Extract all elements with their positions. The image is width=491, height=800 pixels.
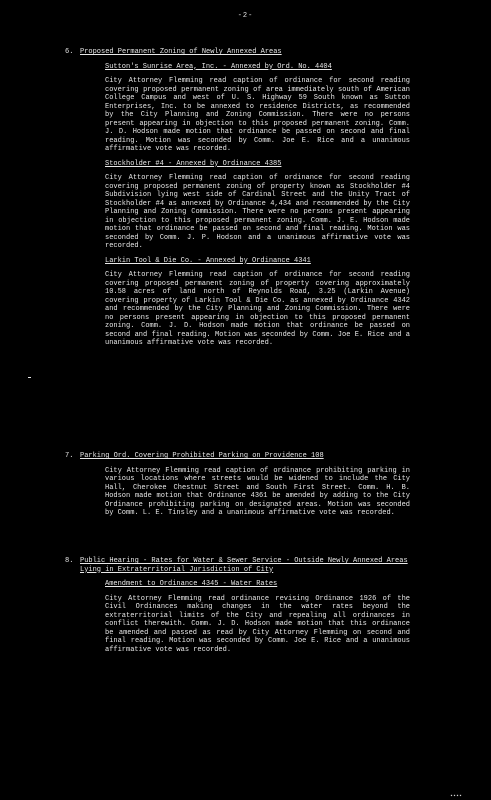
section-8 <box>65 557 410 659</box>
section-heading: Parking Ord. Covering Prohibited Parking on Providence 108 <box>80 452 324 460</box>
subsection-title: Stockholder #4 - Annexed by Ordinance 4385 <box>105 159 282 168</box>
section-number: 8. <box>65 557 74 565</box>
section-number: 6. <box>65 48 74 56</box>
margin-mark <box>28 377 31 378</box>
section-heading: Public Hearing - Rates for Water & Sewer Service - Outside Newly Annexed Areas Lying in Extraterritorial Jurisdiction of City <box>80 557 408 574</box>
page-number: -2- <box>237 12 254 20</box>
subsection-body: City Attorney Flemming read caption of ordinance for second reading covering proposed permanent zoning of area immediately south of American College Campus and west of U. S. Highway 59 South known as Sutton Enterprises, Inc. to be annexed to residence Districts, as recommended by the City Planning and Zoning Commission. There were no persons present appearing in objection to this proposed permanent zoning. Comm. J. D. Hodson made motion that ordinance be passed on second and final reading. Motion was seconded by Comm. Joe E. Rice and a unanimous affirmative vote was recorded. <box>105 77 410 153</box>
subsection-body: City Attorney Flemming read caption of ordinance for second reading covering proposed permanent zoning of property known as Stockholder #4 Subdivision lying west side of Cardinal Street and the Unity Tract of Stockholder #4 as annexed by Ordinance 4,434 and recommended by the City Planning and Zoning Commission. There were no persons present appearing in objection to this proposed permanent zoning. Comm. J. E. Hodson made motion that ordinance be passed on second and final reading. Motion was seconded by Comm. J. P. Hodson and a unanimous affirmative vote was recorded. <box>105 174 410 250</box>
subsection-body: City Attorney Flemming read caption of ordinance for second reading covering proposed permanent zoning of property covering approximately 10.58 acres of land north of Reynolds Road, 3.25 (Larkin Avenue) covering property of Larkin Tool & Die Co. as annexed by Ordinance 4342 and recommended by the City Planning and Zoning Commission. There were no persons present appearing in objection to this proposed permanent zoning. Comm. J. D. Hodson made motion that ordinance be passed on second and final reading. Motion was seconded by Comm. Joe E. Rice and a unanimous affirmative vote was recorded. <box>105 271 410 347</box>
subsection-title: Sutton's Sunrise Area, Inc. - Annexed by Ord. No. 4404 <box>105 62 332 71</box>
subsection-body: City Attorney Flemming read ordinance revising Ordinance 1926 of the Civil Ordinances making changes in the water rates beyond the extraterritorial limits of the City and repealing all ordinances in conflict therewith. Comm. J. D. Hodson made motion that this ordinance be amended and passed as read by City Attorney Flemming on second and final reading. Motion was seconded by Comm. Joe E. Rice and a unanimous affirmative vote was recorded. <box>105 594 410 654</box>
section-6 <box>65 48 410 353</box>
scan-corner-mark: ▪▪▪▪ <box>450 793 463 799</box>
section-heading: Proposed Permanent Zoning of Newly Annexed Areas <box>80 48 282 56</box>
section-7 <box>65 452 410 523</box>
section-body: City Attorney Flemming read caption of ordinance prohibiting parking in various locations where streets would be widened to include the City Hall, Cherokee Chestnut Street and South First Street. Comm. H. B. Hodson made motion that Ordinance 4361 be amended by adding to the City Ordinance prohibiting parking on designated areas. Motion was seconded by Comm. L. E. Tinsley and a unanimous affirmative vote was recorded. <box>105 466 410 517</box>
subsection-title: Amendment to Ordinance 4345 - Water Rates <box>105 580 278 588</box>
section-number: 7. <box>65 452 74 460</box>
subsection-title: Larkin Tool & Die Co. - Annexed by Ordinance 4341 <box>105 256 311 265</box>
